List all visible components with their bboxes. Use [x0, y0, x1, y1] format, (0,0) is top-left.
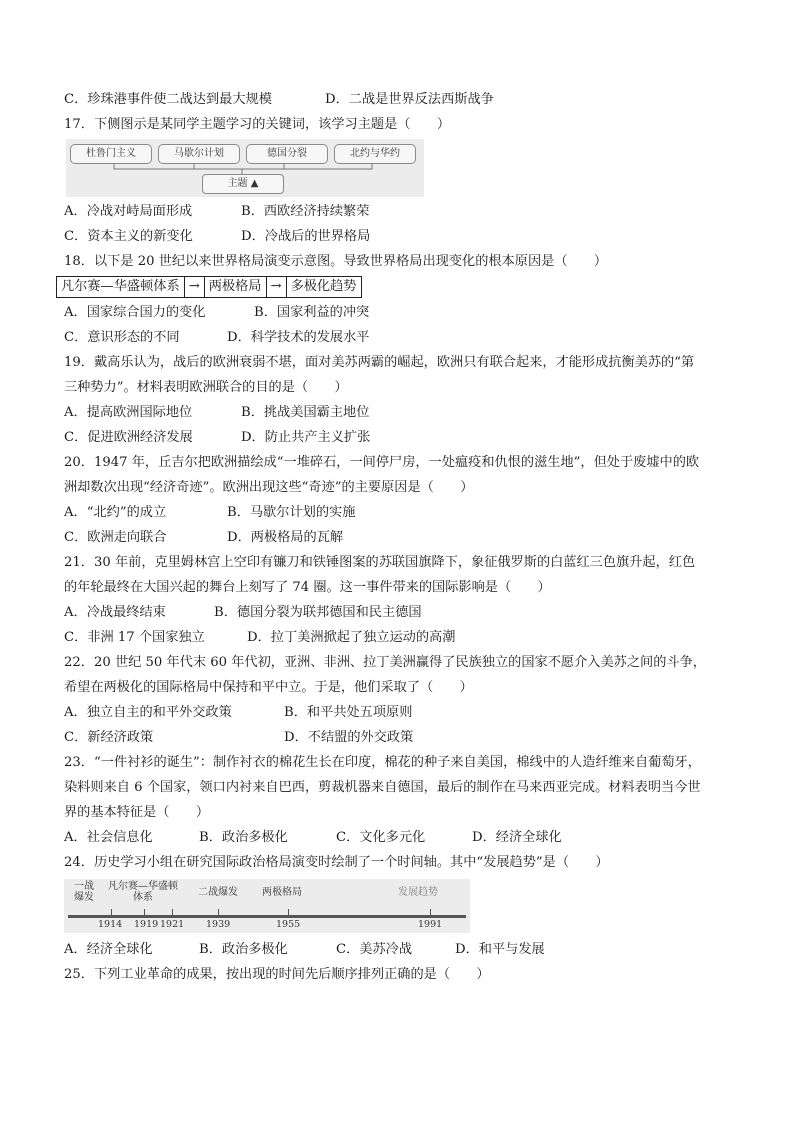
- q21-options-ab: [64, 604, 422, 622]
- flow-stage: 凡尔赛—华盛顿体系: [56, 276, 185, 298]
- keyword-box: 杜鲁门主义: [70, 144, 152, 164]
- question-20: 20．1947 年，丘吉尔把欧洲描绘成“一堆碎石，一间停尸房，一处瘟疫和仇恨的滋生地”，但处于废墟中的欧: [64, 455, 700, 470]
- topic-box: 主题 ▲: [202, 174, 284, 194]
- flow-arrow: →: [266, 276, 287, 298]
- option-a: A．提高欧洲国际地位: [64, 405, 193, 420]
- option-a: A．社会信息化: [64, 830, 153, 845]
- question-23-cont: 染料则来自 6 个国家，领口内衬来自巴西，剪裁机器来自德国，最后的制作在马来西亚完成。材料表明当今世: [64, 780, 701, 795]
- option-b: B．马歇尔计划的实施: [227, 505, 356, 520]
- question-18: 18．以下是 20 世纪以来世界格局演变示意图。导致世界格局出现变化的根本原因是（ ）: [64, 254, 608, 269]
- keyword-box: 北约与华约: [334, 144, 416, 164]
- question-23-cont2: 界的基本特征是（ ）: [64, 805, 210, 820]
- q20-options-ab: [64, 504, 355, 522]
- option-d: D．防止共产主义扩张: [241, 430, 371, 445]
- timeline-year: 1921: [160, 919, 185, 930]
- question-19-cont: 三种势力”。材料表明欧洲联合的目的是（ ）: [64, 380, 348, 395]
- q23-options: [64, 829, 562, 847]
- timeline-event: 凡尔赛—华盛顿 体系: [108, 881, 178, 903]
- option-d: D．科学技术的发展水平: [227, 330, 370, 345]
- question-17: 17．下侧图示是某同学主题学习的关键词，该学习主题是（ ）: [64, 117, 451, 132]
- timeline-year: 1939: [206, 919, 231, 930]
- question-22-cont: 希望在两极化的国际格局中保持和平中立。于是，他们采取了（ ）: [64, 680, 473, 695]
- question-23: 23．“一件衬衫的诞生”：制作衬衣的棉花生长在印度，棉花的种子来自美国，棉线中的人造纤维来自葡萄牙，: [64, 755, 701, 770]
- option-b: B．政治多极化: [199, 830, 288, 845]
- q21-options-cd: [64, 629, 455, 647]
- question-20-cont: 洲却数次出现“经济奇迹”。欧洲出现这些“奇迹”的主要原因是（ ）: [64, 480, 474, 495]
- option-b: B．国家利益的冲突: [254, 305, 370, 320]
- flow-arrow: →: [184, 276, 205, 298]
- question-25: 25．下列工业革命的成果，按出现的时间先后顺序排列正确的是（ ）: [64, 967, 490, 982]
- question-19: 19．戴高乐认为，战后的欧洲衰弱不堪，面对美苏两霸的崛起，欧洲只有联合起来，才能形成抗衡美苏的“第: [64, 355, 695, 370]
- timeline-year: 1955: [276, 919, 301, 930]
- option-c: C．资本主义的新变化: [64, 229, 193, 244]
- timeline-tick: [218, 909, 219, 917]
- option-d: D．二战是世界反法西斯战争: [325, 92, 494, 107]
- flow-stage: 两极格局: [204, 276, 267, 298]
- timeline-event: 一战 爆发: [74, 881, 94, 903]
- option-b: B．挑战美国霸主地位: [241, 405, 370, 420]
- timeline-year: 1919: [134, 919, 159, 930]
- question-21: 21．30 年前，克里姆林宫上空印有镰刀和铁锤图案的苏联国旗降下，象征俄罗斯的白蓝红三色旗升起，红色: [64, 555, 696, 570]
- option-a: A．国家综合国力的变化: [64, 305, 206, 320]
- flow-stage: 多极化趋势: [286, 276, 362, 298]
- timeline-event: 二战爆发: [198, 887, 238, 898]
- option-a: A．独立自主的和平外交政策: [64, 705, 232, 720]
- option-a: A．“北约”的成立: [64, 505, 167, 520]
- q24-options: [64, 941, 545, 959]
- option-c: C．美苏冷战: [336, 942, 413, 957]
- option-c: C．意识形态的不同: [64, 330, 180, 345]
- timeline-tick: [288, 909, 289, 917]
- keyword-box: 德国分裂: [246, 144, 328, 164]
- q16-options-cd: [64, 91, 494, 109]
- q22-options-ab: [64, 704, 412, 722]
- timeline-year: 1914: [98, 919, 123, 930]
- q22-options-cd: [64, 729, 413, 747]
- option-d: D．两极格局的瓦解: [227, 530, 344, 545]
- option-d: D．经济全球化: [472, 830, 562, 845]
- timeline-axis: [68, 915, 466, 918]
- option-b: B．和平共处五项原则: [284, 705, 413, 720]
- option-b: B．西欧经济持续繁荣: [241, 204, 370, 219]
- timeline-diagram: [64, 879, 470, 933]
- question-24: 24．历史学习小组在研究国际政治格局演变时绘制了一个时间轴。其中“发展趋势”是（ ）: [64, 855, 609, 870]
- timeline-tick: [144, 909, 145, 917]
- option-a: A．冷战最终结束: [64, 605, 166, 620]
- option-c: C．促进欧洲经济发展: [64, 430, 193, 445]
- option-c: C．文化多元化: [336, 830, 426, 845]
- option-a: A．冷战对峙局面形成: [64, 204, 193, 219]
- keyword-diagram: [66, 139, 424, 197]
- option-b: B．政治多极化: [199, 942, 288, 957]
- world-pattern-flow: [57, 276, 362, 298]
- option-c: C．欧洲走向联合: [64, 530, 167, 545]
- timeline-tick: [172, 909, 173, 917]
- option-c: C．非洲 17 个国家独立: [64, 630, 205, 645]
- q19-options-ab: [64, 404, 369, 422]
- option-b: B．德国分裂为联邦德国和民主德国: [214, 605, 422, 620]
- timeline-year: 1991: [418, 919, 443, 930]
- option-a: A．经济全球化: [64, 942, 153, 957]
- question-22: 22．20 世纪 50 年代末 60 年代初，亚洲、非洲、拉丁美洲赢得了民族独立的国家不愿介入美苏之间的斗争，: [64, 655, 706, 670]
- question-21-cont: 的年轮最终在大国兴起的舞台上刻写了 74 圈。这一事件带来的国际影响是（ ）: [64, 580, 551, 595]
- timeline-tick: [430, 909, 431, 917]
- option-c: C．珍珠港事件使二战达到最大规模: [64, 92, 272, 107]
- option-d: D．和平与发展: [455, 942, 545, 957]
- q17-options-ab: [64, 203, 369, 221]
- q18-options-cd: [64, 329, 369, 347]
- timeline-event: 发展趋势: [398, 887, 438, 898]
- q18-options-ab: [64, 304, 369, 322]
- q20-options-cd: [64, 529, 343, 547]
- option-c: C．新经济政策: [64, 730, 154, 745]
- q17-options-cd: [64, 228, 370, 246]
- keyword-box: 马歇尔计划: [158, 144, 240, 164]
- timeline-event: 两极格局: [262, 887, 302, 898]
- option-d: D．拉丁美洲掀起了独立运动的高潮: [247, 630, 456, 645]
- q19-options-cd: [64, 429, 370, 447]
- option-d: D．冷战后的世界格局: [241, 229, 371, 244]
- timeline-tick: [111, 909, 112, 917]
- option-d: D．不结盟的外交政策: [284, 730, 414, 745]
